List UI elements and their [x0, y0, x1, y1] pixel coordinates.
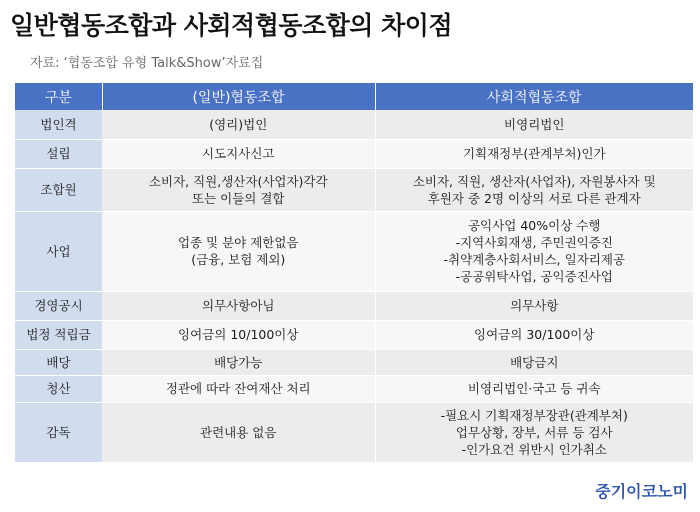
row-label: 청산 — [15, 375, 102, 402]
row-label: 감독 — [15, 402, 102, 462]
social-coop-cell: 비영리법인·국고 등 귀속 — [375, 375, 693, 402]
social-coop-cell: 소비자, 직원, 생산자(사업자), 자원봉사자 및 후원자 중 2명 이상의 서로 다른 관계자 — [375, 168, 693, 211]
table-row — [15, 320, 693, 349]
table-row — [15, 375, 693, 402]
social-coop-cell: 공익사업 40%이상 수행 -지역사회재생, 주민권익증진 -취약계층사회서비스, 일자리제공 -공공위탁사업, 공익증진사업 — [375, 211, 693, 291]
row-label: 설립 — [15, 139, 102, 168]
social-coop-cell: 기획재정부(관계부처)인가 — [375, 139, 693, 168]
row-label: 경영공시 — [15, 291, 102, 320]
general-coop-cell: 관련내용 없음 — [102, 402, 375, 462]
header-social-coop: 사회적협동조합 — [375, 83, 693, 110]
row-label: 사업 — [15, 211, 102, 291]
row-label: 법정 적립금 — [15, 320, 102, 349]
table-row — [15, 139, 693, 168]
header-general-coop: (일반)협동조합 — [102, 83, 375, 110]
general-coop-cell: 정관에 따라 잔여재산 처리 — [102, 375, 375, 402]
table-row — [15, 291, 693, 320]
table-row — [15, 402, 693, 462]
social-coop-cell: 잉여금의 30/100이상 — [375, 320, 693, 349]
row-label: 법인격 — [15, 110, 102, 139]
social-coop-cell: 의무사항 — [375, 291, 693, 320]
general-coop-cell: (영리)법인 — [102, 110, 375, 139]
source-caption: 자료: ‘협동조합 유형 Talk&Show’자료집 — [30, 56, 264, 71]
general-coop-cell: 배당가능 — [102, 349, 375, 375]
page-title: 일반협동조합과 사회적협동조합의 차이점 — [10, 11, 453, 40]
header-category: 구분 — [15, 83, 102, 110]
general-coop-cell: 소비자, 직원,생산자(사업자)각각 또는 이들의 결합 — [102, 168, 375, 211]
table-row — [15, 349, 693, 375]
brand-logo-text: 중기이코노미 — [595, 482, 688, 501]
table-header-row — [15, 83, 693, 110]
general-coop-cell: 잉여금의 10/100이상 — [102, 320, 375, 349]
social-coop-cell: 배당금지 — [375, 349, 693, 375]
row-label: 배당 — [15, 349, 102, 375]
social-coop-cell: -필요시 기획재정부장관(관계부처) 업무상황, 장부, 서류 등 검사 -인가요건 위반시 인가취소 — [375, 402, 693, 462]
comparison-table — [15, 83, 693, 463]
table-row — [15, 211, 693, 291]
table-row — [15, 110, 693, 139]
general-coop-cell: 시도지사신고 — [102, 139, 375, 168]
row-label: 조합원 — [15, 168, 102, 211]
general-coop-cell: 업종 및 분야 제한없음 (금융, 보험 제외) — [102, 211, 375, 291]
social-coop-cell: 비영리법인 — [375, 110, 693, 139]
general-coop-cell: 의무사항아님 — [102, 291, 375, 320]
table-row — [15, 168, 693, 211]
